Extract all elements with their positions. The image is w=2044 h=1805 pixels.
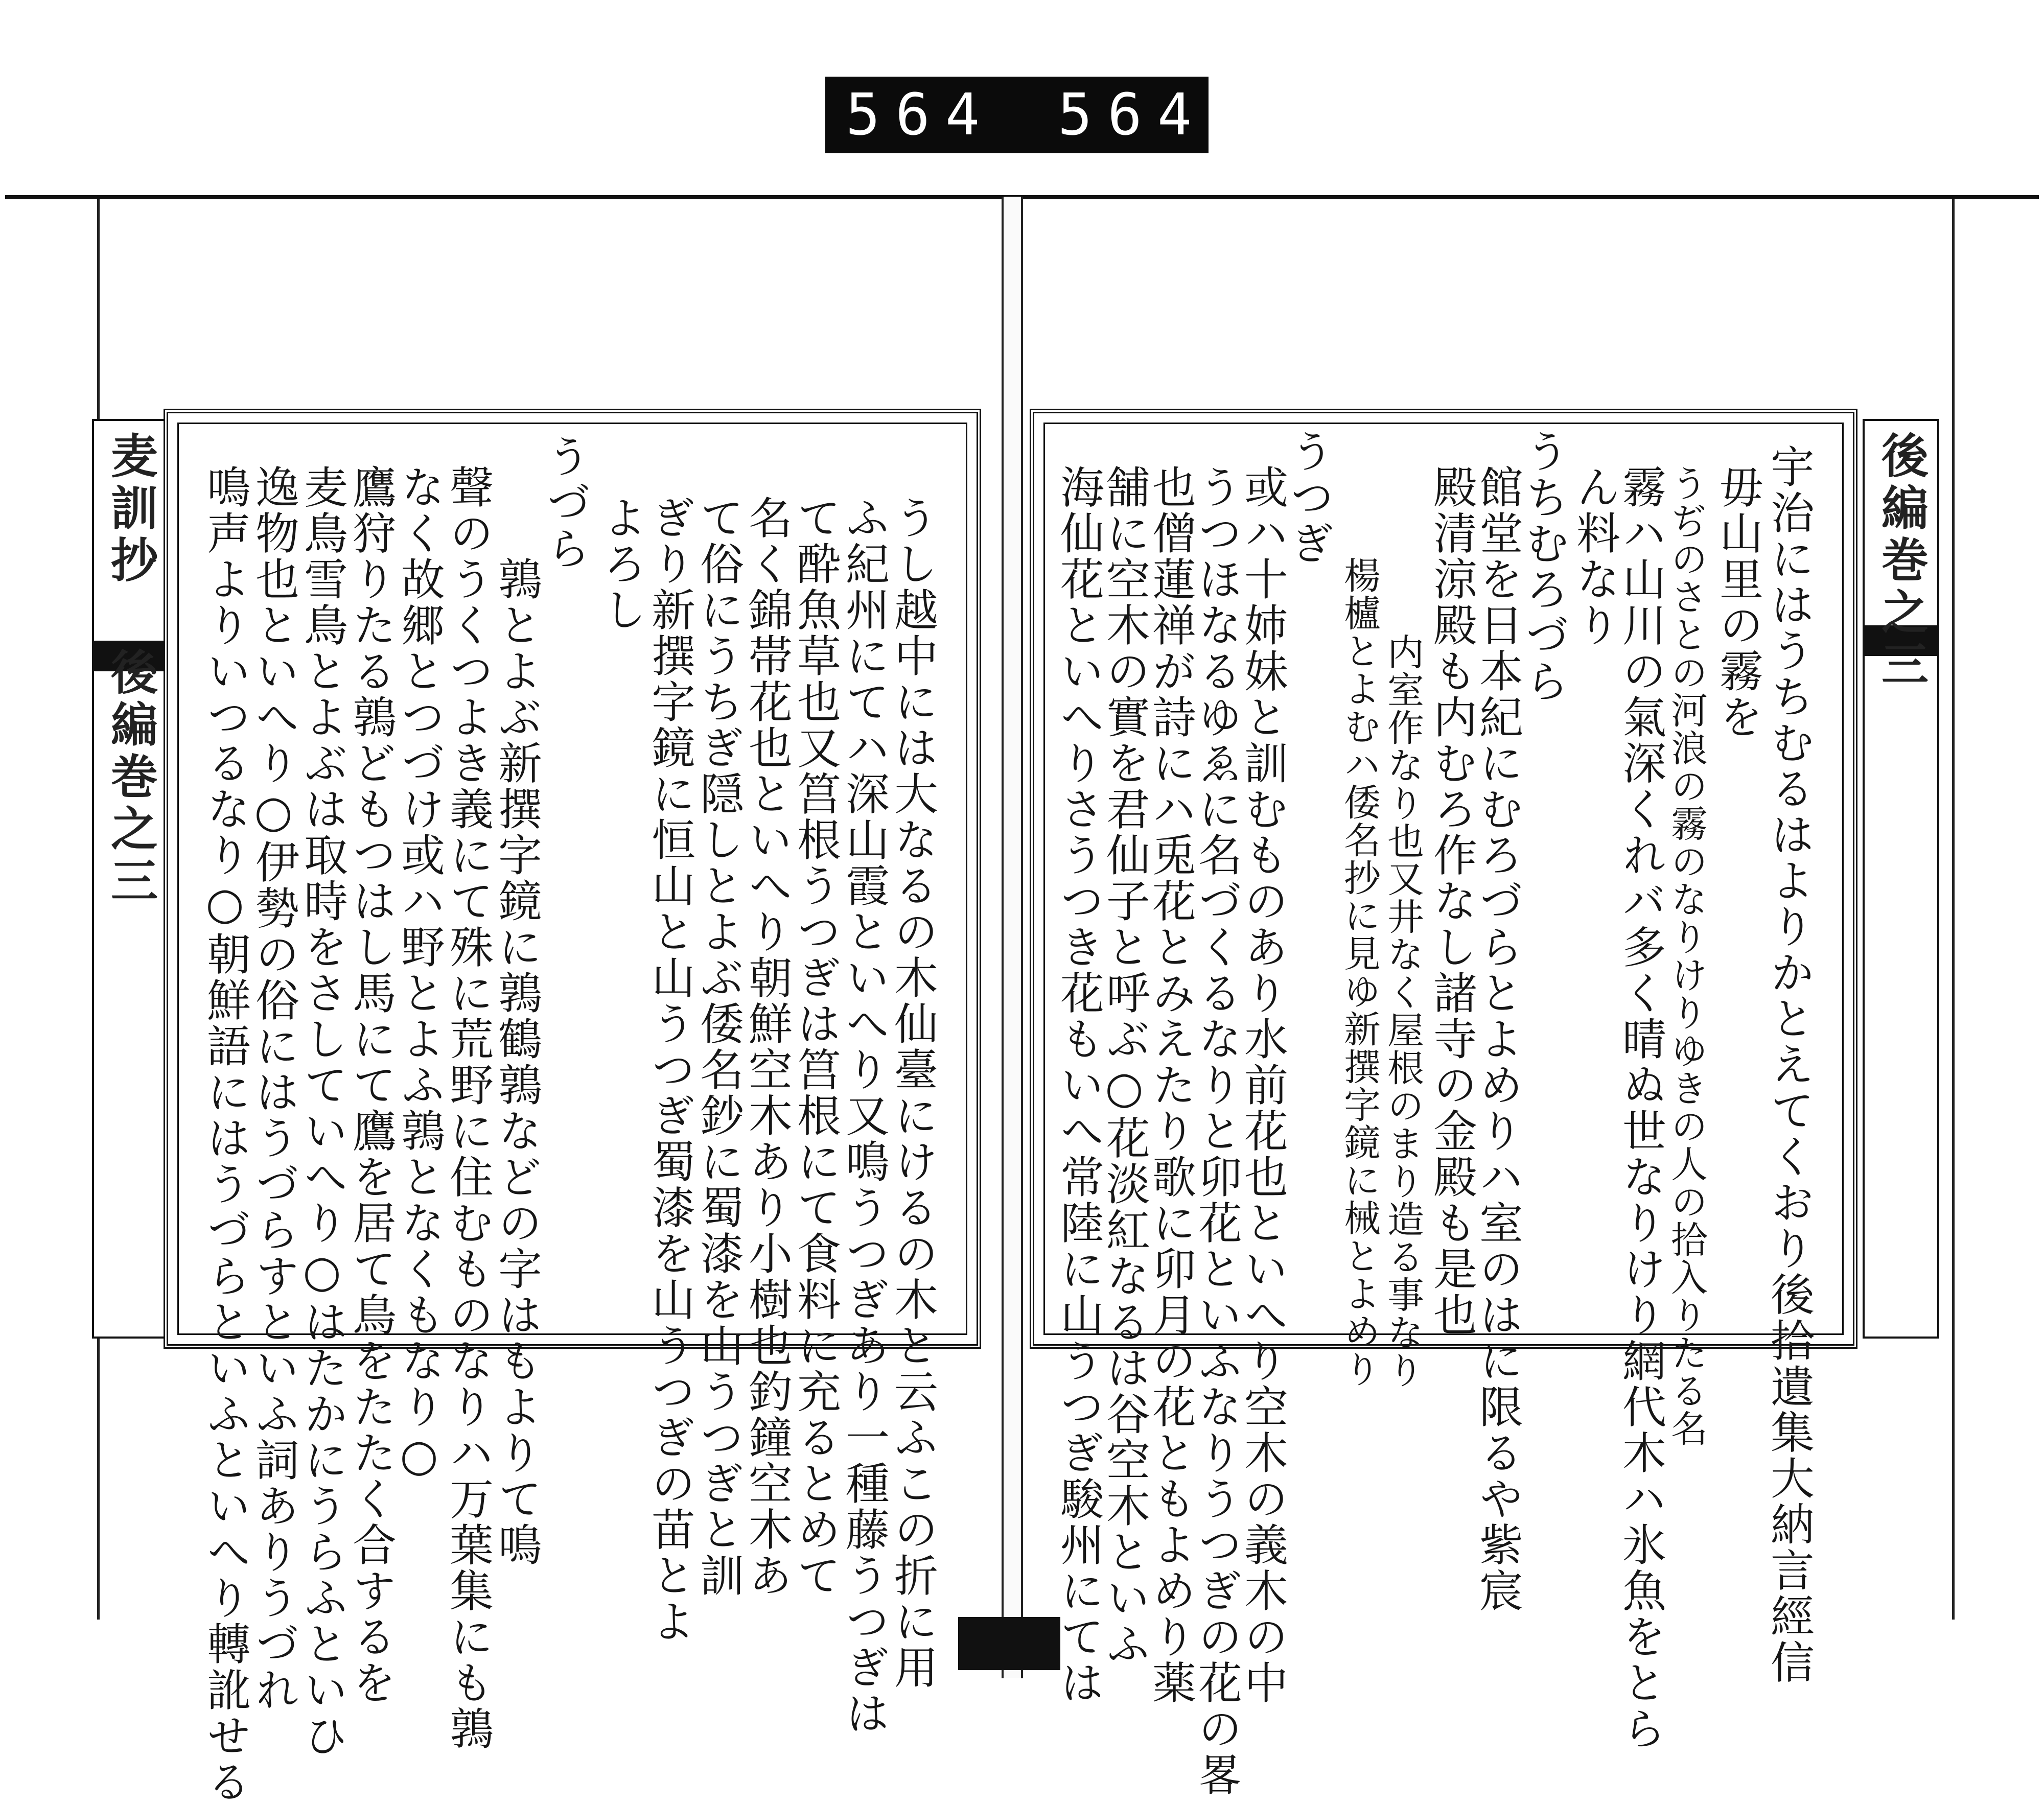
catalog-number-left: 564	[846, 82, 995, 148]
text-column: 聲のうくつよき義にて殊に荒野に住むものなりハ万葉集にも鶉	[442, 464, 493, 1752]
text-column: 霧ハ山川の氣深くれバ多く晴ぬ世なりけり網代木ハ氷魚をとら	[1615, 464, 1666, 1752]
text-column: 内室作なり也又井なく屋根のまり造る事なり	[1381, 633, 1424, 1389]
text-column: 舗に空木の實を君仙子と呼ぶ○花淡紅なるは谷空木といふ	[1099, 464, 1150, 1667]
entry-heading: うちむろづら	[1518, 429, 1569, 705]
right-margin-title-text: 後編巻之三	[1874, 431, 1929, 692]
entry-heading: うづら	[539, 434, 590, 572]
spine-clip	[958, 1617, 1060, 1670]
catalog-number-right: 564.	[1058, 82, 1257, 148]
text-column: 名く錦帯花也といへり朝鮮空木あり小樹也釣鐘空木あ	[741, 495, 792, 1599]
entry-heading: うつぎ	[1283, 429, 1334, 567]
text-column: て酔魚草也又筥根うつぎは筥根にて食料に充るとめて	[789, 495, 841, 1599]
text-column: ふ紀州にてハ深山霞といへり又鳴うつぎあり一種藤うつぎは	[838, 495, 889, 1737]
right-margin-title	[1863, 419, 1939, 1339]
text-column: 宇治にはうちむるはよりかとえてくおり後拾遺集大納言經信	[1763, 444, 1814, 1685]
text-column: 海仙花といへりさうつき花もいへ常陸に山うつぎ駿州にては	[1053, 464, 1104, 1706]
text-column: うし越中には大なるの木仙臺にけるの木と云ふこの折に用	[887, 495, 938, 1691]
left-page	[164, 409, 981, 1805]
text-column: て俗にうちぎ隠しとよぶ倭名鈔に蜀漆を山うつぎと訓	[692, 495, 744, 1599]
text-column: 麦鳥雪鳥とよぶは取時をさしていへり○はたかにうらふといひ	[296, 464, 347, 1759]
right-page-edge	[1952, 199, 1955, 1620]
text-column: よろし	[595, 495, 646, 633]
text-column: ぎり新撰字鏡に恒山と山うつぎ蜀漆を山うつぎの苗とよ	[644, 495, 695, 1645]
text-column: うつほなるゆゑに名づくるなりと卯花といふなりうつぎの花の畧	[1191, 464, 1242, 1798]
catalog-number-label	[825, 77, 1257, 153]
text-column: 楊櫨とよむハ倭名抄に見ゆ新撰字鏡に械とよめり	[1338, 556, 1381, 1388]
book-spine	[1002, 197, 1023, 1678]
left-margin-title	[92, 419, 169, 1339]
text-column: なく故郷とつづけ或ハ野とよふ鶉となくもなり○	[393, 464, 445, 1483]
text-column: 殿清涼殿も内むろ作なし諸寺の金殿も是也	[1426, 464, 1477, 1338]
text-column: 也僧蓮禅が詩にハ兎花とみえたり歌に卯月の花ともよめり薬	[1145, 464, 1196, 1706]
text-column: 館堂を日本紀にむろづらとよめりハ室のはに限るや紫宸	[1472, 464, 1523, 1614]
text-column: 逸物也といへり○伊勢の俗にはうづらすといふ詞ありうづれ	[248, 464, 299, 1713]
text-column: ん料なり	[1569, 464, 1620, 648]
text-column: 毋山里の霧を	[1712, 464, 1763, 740]
text-column: 鳴声よりいつるなり○朝鮮語にはうづらといふといへり轉訛せる	[199, 464, 250, 1805]
left-margin-title-text: 麦訓抄 後編巻之三	[103, 431, 158, 908]
text-column: 鷹狩りたる鶉どもつはし馬にて鷹を居て鳥をたたく合するを	[345, 464, 396, 1706]
right-page	[1030, 409, 1857, 1798]
text-column: 鶉とよぶ新撰字鏡に鶉鶴鶉などの字はもよりて鳴	[491, 556, 542, 1568]
text-column: うぢのさとの河浪の霧のなりけりゆきの人の拾入りたる名	[1665, 464, 1708, 1447]
text-column: 或ハ十姉妹と訓むものあり水前花也といへり空木の義木の中	[1237, 464, 1288, 1706]
